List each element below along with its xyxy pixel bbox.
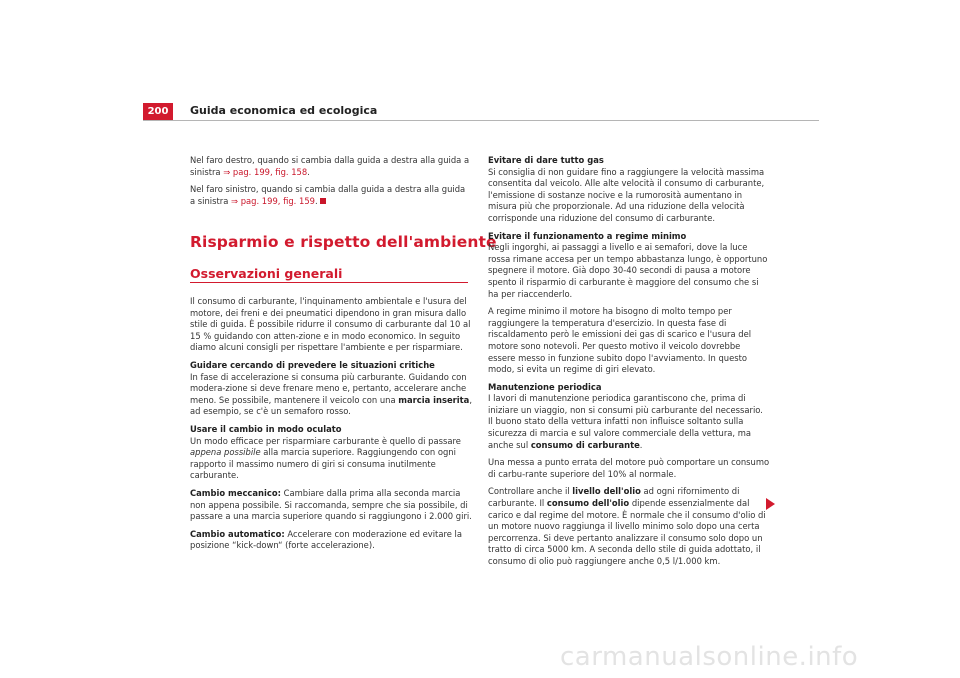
right-paragraph-3: A regime minimo il motore ha bisogno di molto tempo per raggiungere la temperatura d'esercizio. In questa fase di riscaldamento però le emissioni dei gas di scarico e l'usura del motore sono notevoli. Per questo motivo il veicolo dovrebbe essere messo in funzione subito dopo l'avviamento. In questo modo, si evita un regime di giri elevato.	[488, 306, 752, 375]
page-number: 200	[143, 103, 173, 121]
section-title: Risparmio e rispetto dell'ambiente	[190, 233, 497, 251]
running-header-title: Guida economica ed ecologica	[190, 104, 378, 117]
left-column	[190, 296, 472, 558]
right-p6-c: dipende essenzialmente dal carico e dal regime del motore. È normale che il consumo d'olio di un motore nuovo raggiunga il livello minimo solo dopo una certa percorrenza. Si deve pertanto analizzare il consumo solo dopo un tratto di circa 5000 km. A seconda dello stile di guida adottato, il consumo di olio può raggiungere anche 0,5 l/1.000 km.	[488, 498, 766, 566]
right-p2-text: Negli ingorghi, ai passaggi a livello e ai semafori, dove la luce rossa rimane accesa per un tempo abbastanza lungo, è opportuno spegnere il motore. Già dopo 30-40 secondi di pausa a motore spento il risparmio di carburante è maggiore del consumo che si ha per riaccenderlo.	[488, 242, 768, 299]
subsection-divider	[190, 282, 468, 283]
intro-p2-text: Nel faro sinistro, quando si cambia dalla guida a destra alla guida a sinistra	[190, 184, 466, 206]
heading-cambio: Usare il cambio in modo oculato	[190, 423, 342, 434]
left-paragraph-4	[190, 529, 472, 552]
intro-p1-text: Nel faro destro, quando si cambia dalla guida a destra alla guida a sinistra	[190, 155, 470, 177]
heading-regime-minimo: Evitare il funzionamento a regime minimo	[488, 230, 687, 241]
left-p1-b: , ad esempio, se c'è un semaforo rosso.	[190, 394, 473, 417]
section-end-marker-icon	[320, 198, 326, 204]
intro-paragraph-2	[190, 184, 472, 207]
right-paragraph-6	[488, 486, 770, 567]
next-page-arrow-icon[interactable]	[766, 498, 775, 510]
right-p6-a: Controllare anche il	[488, 486, 573, 497]
header-divider	[143, 120, 819, 121]
watermark: carmanualsonline.info	[560, 642, 859, 672]
figure-reference-link-158[interactable]: ⇒ pag. 199, fig. 158	[223, 166, 308, 177]
right-p6-bold1: livello dell'olio	[572, 486, 641, 497]
heading-manutenzione: Manutenzione periodica	[488, 381, 602, 392]
right-p6-bold2: consumo dell'olio	[546, 498, 630, 509]
right-p1-text: Si consiglia di non guidare fino a raggiungere la velocità massima consentita dal veicolo. Alle alte velocità il consumo di carburante, l'emissione di sostanze nocive e la rumorosità aumentano in misura più che proporzionale. Ad una riduzione della velocità corrisponde una riduzione del consumo di carburante.	[488, 166, 765, 223]
heading-prevedere: Guidare cercando di prevedere le situazioni critiche	[190, 359, 435, 370]
right-p4-a: I lavori di manutenzione periodica garantiscono che, prima di iniziare un viaggio, non si consumi più carburante del necessario. Il buono stato della vettura infatti non influisce soltanto sulla sicurezza di marcia e sul valore commerciale della vettura, ma anche sul	[488, 393, 763, 450]
right-paragraph-2	[488, 231, 770, 301]
left-paragraph-3	[190, 488, 472, 523]
intro-p1-end: .	[307, 166, 310, 177]
left-p2-italic: appena possibile	[190, 447, 261, 458]
intro-p2-end: .	[315, 195, 318, 206]
right-p4-b: .	[639, 439, 643, 450]
right-p6-b: ad ogni rifornimento di carburante. Il	[488, 486, 740, 509]
right-paragraph-1	[488, 155, 770, 225]
figure-reference-link-159[interactable]: ⇒ pag. 199, fig. 159	[231, 195, 315, 206]
left-p4-bold: Cambio automatico:	[190, 528, 285, 539]
intro-paragraph-1	[190, 155, 472, 178]
heading-gas: Evitare di dare tutto gas	[488, 155, 604, 165]
right-column	[488, 155, 770, 574]
left-p1-bold: marcia inserita	[398, 394, 470, 405]
left-p3-bold: Cambio meccanico:	[190, 487, 281, 498]
left-p2-a: Un modo efficace per risparmiare carburante è quello di passare	[190, 435, 461, 446]
left-p1-a: In fase di accelerazione si consuma più carburante. Guidando con modera-zione si deve frenare meno e, pertanto, accelerare anche meno. Se possibile, mantenere il veicolo con una	[190, 371, 467, 405]
right-paragraph-4	[488, 382, 770, 452]
left-p2-b: alla marcia superiore. Raggiungendo con ogni rapporto il massimo numero di giri si consuma inutilmente carburante.	[190, 447, 456, 481]
left-paragraph-1	[190, 360, 472, 418]
left-p4-text: Accelerare con moderazione ed evitare la posizione “kick-down“ (forte accelerazione).	[190, 528, 463, 551]
right-p4-bold: consumo di carburante	[530, 439, 640, 450]
left-p3-text: Cambiare dalla prima alla seconda marcia non appena possibile. Si raccomanda, sempre che sia possibile, di passare a una marcia superiore quando si raggiungono i 2.000 giri.	[190, 487, 472, 522]
subsection-title: Osservazioni generali	[190, 266, 343, 281]
left-intro-paragraph: Il consumo di carburante, l'inquinamento ambientale e l'usura del motore, dei freni e dei pneumatici dipendono in gran misura dallo stile di guida. È possibile ridurre il consumo di carburante dal 10 al 15 % guidando con atten-zione e in modo economico. In seguito diamo alcuni consigli per rispettare l'ambiente e per risparmiare.	[190, 296, 471, 353]
right-paragraph-5: Una messa a punto errata del motore può comportare un consumo di carbu-rante superiore del 10% al normale.	[488, 457, 770, 479]
intro-block	[190, 155, 472, 213]
left-paragraph-2	[190, 424, 472, 482]
